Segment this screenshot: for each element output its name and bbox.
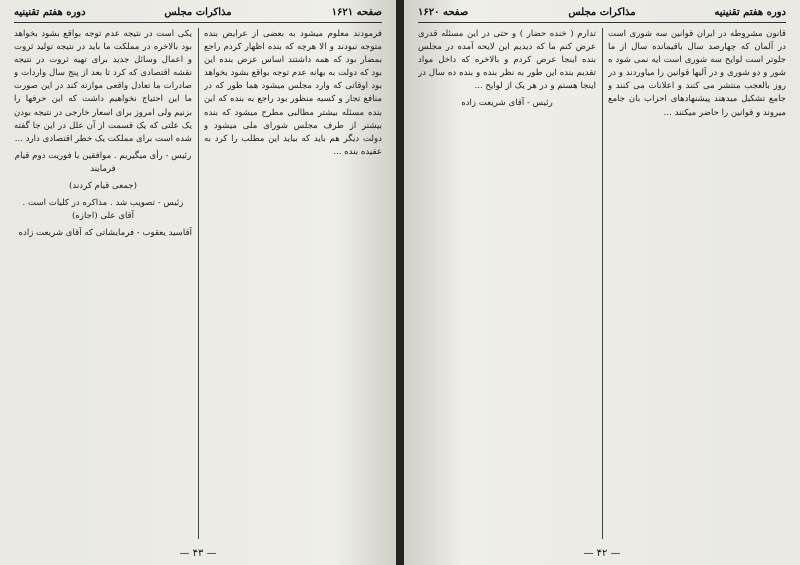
left-page-footer-number: — ۴۳ — [179,548,217,559]
left-page-column-rule [198,28,199,539]
left-page-title: مذاکرات مجلس [164,7,232,18]
left-page-left-column [14,28,192,539]
right-page-left-column [418,28,596,539]
right-page-number-label: صفحه ۱۶۲۰ [418,7,469,18]
right-page-title: مذاکرات مجلس [568,7,636,18]
right-page-right-column [608,28,786,539]
vote-majority-line: (جمعی قیام کردند) [69,181,137,192]
vote-result-line: رئیس - رأی میگیریم . موافقین با فوریت دوم قیام فرمایند [14,150,192,174]
right-page-column-rule [602,28,603,539]
left-page-header [14,6,382,23]
right-page-session: دوره هفتم تقنینیه [714,7,786,18]
left-page [0,0,396,565]
right-page-header [418,6,786,23]
left-page-right-column-text: فرمودند معلوم میشود به بعضی از عرایض بنده متوجه نبودند و الا هرچه که بنده اظهار کردم راجع بمضار بود که همه داشتند اساس عرض بنده این بود که دولت به بهانه عدم توجه بواقع بشود بخواهد بود اوقاتی که وارد مجلس میشود هما طور که در منافع تجار و کسبه منظور بود راجع به بنده که این بنده مسئله بیشتر مطالبی مطرح میشود که بنده بیشتر از طرف مجلس شورای ملی میشود و دولت دیگر هم باید که بیاید این مطلب را کرد به عقیده بنده ... [204,29,382,157]
right-page-left-column-text: تدارم ( خنده حضار ) و حتی در این مسئله قدری عرض کنم ما که دیدیم این لایحه آمده در مجلس بنده اینجا عرض کردم و بالاخره که داخل مواد تقدیم بنده این طور به نظر بنده و بنده ده سال در اینجا هستم و در هر یک از لوایح ... [418,29,596,92]
next-speaker-line: آقاسید یعقوب - فرمایشاتی که آقای شریعت زاده [18,228,192,239]
right-page-footer-number: — ۴۲ — [583,548,621,559]
left-page-right-column [204,28,382,539]
left-page-session: دوره هفتم تقنینیه [14,7,86,18]
speaker-line: رئیس - آقای شریعت زاده [461,98,553,109]
right-page-right-column-text: قانون مشروطه در ایران قوانین سه شوری است در آلمان که چهارصد سال باقیمانده سال از ما جلوتر است لوایح سه شوری است ایه نمی شود ه شور و دو شوری و در آلیها قوانین را میاوردند و در روز بالعجب منتشر می کنند و اعلانات می کنند و جامع تشکیل میدهند پیشنهادهای احزاب بان جامع میروند و قوانین را حاضر میکنند ... [608,29,786,118]
book-gutter [396,0,404,565]
right-page [404,0,800,565]
left-page-left-column-text: یکی است در نتیجه عدم توجه بواقع بشود بخواهد بود بالاخره در مملکت ما باید در نتیجه تولید ثروت و اعمال وسائل جدید برای تهیه ثروت در نتیجه نقشه اقتصادی که کرد تا بعد از پنج سال واردات و صادرات ما تعادل واقعی موازنه کند در این صورت ما این احتیاج نخواهیم داشت که این حرفها را بزنیم ولی امروز برای اسعار خارجی در نتیجه بودن یک علتی که یک قسمت از آن علل در این جا گفته شده است برای مملکت یک خطر اقتصادی دارد ... [14,29,192,144]
vote-approve-line: رئیس - تصویب شد . مذاکره در کلیات است . آقای علی (اجازه) [22,198,184,222]
left-page-number-label: صفحه ۱۶۲۱ [331,7,382,18]
